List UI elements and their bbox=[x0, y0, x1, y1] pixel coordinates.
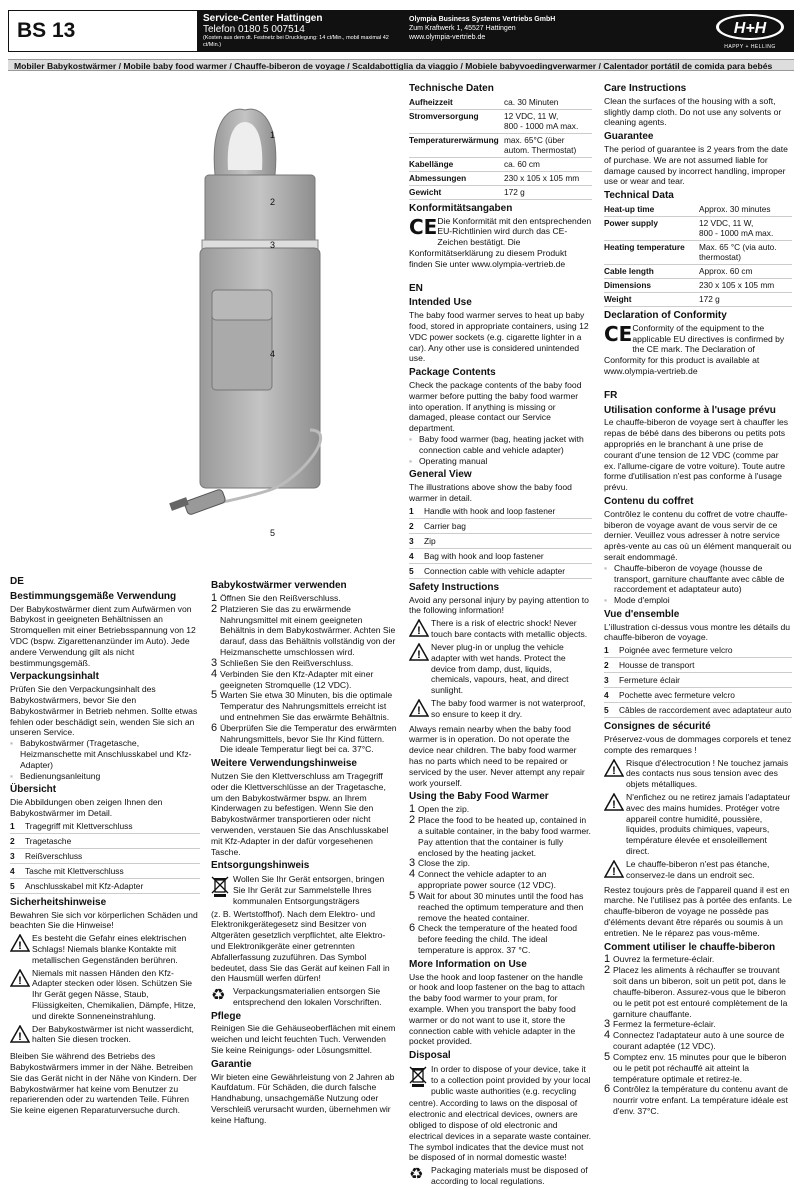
list-item: 5 Anschlusskabel mit Kfz-Adapter bbox=[10, 878, 200, 893]
lang-heading-de: DE bbox=[10, 576, 24, 587]
table-row: Dimensions 230 x 105 x 105 mm bbox=[604, 278, 792, 292]
table-row: Heat-up time Approx. 30 minutes bbox=[604, 203, 792, 217]
crossed-bin-icon bbox=[409, 1064, 431, 1096]
de-pack-text: Prüfen Sie den Verpackungsinhalt des Babykostwärmers, bevor Sie den Babykostwärmer in Betrieb nehmen. Sollte etwas fehlen oder beschädigt sein, wenden Sie sich an unseren Service. bbox=[10, 684, 198, 738]
fr-step-3: 3 Fermez la fermeture-éclair. bbox=[604, 1018, 716, 1031]
list-item: 3 Reißverschluss bbox=[10, 848, 200, 863]
de-step-6: 6 Überprüfen Sie die Temperatur des erwärmten Nahrungsmittels, bevor Sie Ihr Kind füttern. Die ideale Temperatur liegt bei ca. 37°C. bbox=[211, 721, 397, 755]
warning-triangle-icon bbox=[604, 758, 626, 790]
fr-safety-heading: Consignes de sécurité bbox=[604, 721, 711, 733]
en-warning-3: ! The baby food warmer is not waterproof, so ensure to keep it dry. bbox=[409, 698, 592, 720]
fr-pack-heading: Contenu du coffret bbox=[604, 495, 694, 507]
svg-text:!: ! bbox=[18, 940, 22, 953]
en-use-text: The baby food warmer serves to heat up baby food, stored in appropriate containers, using 12 VDC power sockets (e.g. cigarette lighter in a car). Any other use is considered unintended use. bbox=[409, 310, 589, 364]
fr-safety-text: Préservez-vous de dommages corporels et tenez compte des remarques ! bbox=[604, 734, 792, 755]
list-item: 4 Bag with hook and loop fastener bbox=[409, 548, 592, 563]
fr-warning-2: ! N'enfichez ou ne retirez jamais l'adaptateur avec des mains humides. Protéger votre appareil contre humidité, poussière, liquides, produits chimiques, vapeurs, température élevée et ensoleillement direct. bbox=[604, 792, 792, 857]
fr-parts-list bbox=[604, 643, 792, 718]
fr-view-text: L'illustration ci-dessus vous montre les détails du chauffe-biberon de voyage. bbox=[604, 621, 791, 643]
de-parts-list bbox=[10, 819, 200, 894]
header bbox=[8, 10, 794, 60]
en-disposal-heading: Disposal bbox=[409, 1050, 451, 1062]
de-use-heading: Bestimmungsgemäße Verwendung bbox=[10, 590, 177, 602]
list-item: 4 Pochette avec fermeture velcro bbox=[604, 688, 792, 703]
en-step-1: 1 Open the zip. bbox=[409, 803, 470, 816]
en-step-3: 3 Close the zip. bbox=[409, 857, 471, 870]
de-warning-2: ! Niemals mit nassen Händen den Kfz-Adapter stecken oder lösen. Schützen Sie Ihr Gerät gegen Nässe, Staub, Flüssigkeiten, Chemikalien, Dämpfe, Hitze, und direkte Sonneneinstrahlung. bbox=[10, 968, 200, 1022]
de-more-heading: Weitere Verwendungshinweise bbox=[211, 758, 357, 770]
de-conformity-text-2: Konformitätserklärung zu diesem Produkt finden Sie unter www.olympia-vertrieb.de bbox=[409, 247, 567, 269]
fr-step-2: 2 Placez les aliments à réchauffer se trouvant soit dans un biberon, soit un petit pot, dans le chauffe-biberon. Assurez-vous que le biberon ou le petit pot est entouré complètement de la garniture chauffante. bbox=[604, 964, 788, 1019]
list-item: 1 Tragegriff mit Klettverschluss bbox=[10, 819, 200, 834]
fr-column bbox=[604, 80, 792, 1117]
de-warning-1: ! Es besteht die Gefahr eines elektrischen Schlags! Niemals blanke Kontakte mit metallischen Gegenständen berühren. bbox=[10, 933, 200, 965]
warning-triangle-icon bbox=[409, 618, 431, 640]
de-warning-3: ! Der Babykostwärmer ist nicht wasserdicht, halten Sie diesen trocken. bbox=[10, 1024, 200, 1046]
list-item: 2 Housse de transport bbox=[604, 658, 792, 673]
en-conformity-heading: Declaration of Conformity bbox=[604, 309, 727, 321]
en-disposal-text-1: In order to dispose of your device, take it to a collection point provided by your local public waste authorities (e.g. recycling bbox=[431, 1064, 591, 1096]
logo-subtitle: HAPPY + HELLING bbox=[724, 44, 776, 50]
en-conformity-text-1: Conformity of the equipment to the applicable EU directives is confirmed by the CE mark. The Declaration of bbox=[632, 322, 785, 355]
lang-heading-fr: FR bbox=[604, 389, 618, 401]
callout-4: 4 bbox=[270, 349, 276, 359]
recycle-icon: ♻ bbox=[409, 1164, 424, 1184]
de-disposal-text-2: (z. B. Wertstoffhof). Nach dem Elektro- und Elektronikgerätegesetz sind Besitzer von Altgeräten gesetzlich verpflichtet, alte Elektro- und Elektronikgeräte einer getrennten Abfallerfassung zuzuführen. Das Symbol bedeutet, dass Sie das Gerät auf keinen Fall in den Hausmüll werfen dürfen! bbox=[211, 908, 390, 984]
de-disposal-text-1: Wollen Sie Ihr Gerät entsorgen, bringen Sie Ihr Gerät zur Sammelstelle Ihres kommunalen Entsorgungsträgers bbox=[233, 874, 385, 906]
company-box bbox=[403, 10, 706, 52]
de-view-heading: Übersicht bbox=[10, 784, 57, 796]
brand-logo bbox=[706, 10, 794, 52]
de-warranty-text: Wir bieten eine Gewährleistung von 2 Jahren ab Kaufdatum. Für Schäden, die durch falsche Handhabung, unsachgemäße Nutzung oder Verschleiß verursacht wurden, übernehmen wir keine Haftung. bbox=[211, 1071, 395, 1125]
fr-usage-heading: Comment utiliser le chauffe-biberon bbox=[604, 941, 776, 953]
de-safety-heading: Sicherheitshinweise bbox=[10, 896, 107, 908]
model-number: BS 13 bbox=[8, 10, 198, 52]
de-use-text: Der Babykostwärmer dient zum Aufwärmen von Babykost in geeigneten Behältnissen an Stromquellen mit einer Betriebsspannung von 12 VDC (bspw. Zigarettenanzünder im Auto). Jede andere Verwendung gilt als nicht bestimmungsgemäß. bbox=[10, 603, 196, 668]
en-parts-list bbox=[409, 504, 592, 579]
service-note: (Kosten aus dem dt. Festnetz bei Drucklegung: 14 ct/Min., mobil maximal 42 ct/Min.) bbox=[203, 35, 389, 48]
table-row: Kabellänge ca. 60 cm bbox=[409, 157, 592, 171]
en-warranty-text: The period of guarantee is 2 years from the date of purchase. We are not assumed liable for damage caused by incorrect handling, improper use or wear and tear. bbox=[604, 143, 788, 187]
company-name: Olympia Business Systems Vertriebs GmbH bbox=[409, 16, 556, 23]
fr-step-5: 5 Comptez env. 15 minutes pour que le biberon ou le petit pot réchauffé ait atteint la température optimale et retirez-le. bbox=[604, 1051, 787, 1084]
warning-triangle-icon bbox=[409, 698, 431, 720]
company-web: www.olympia-vertrieb.de bbox=[409, 34, 486, 41]
en-disposal-text-3: Packaging materials must be disposed of according to local regulations. bbox=[431, 1165, 588, 1186]
de-conformity-heading: Konformitätsangaben bbox=[409, 202, 513, 214]
ce-mark-icon: CE bbox=[604, 321, 633, 346]
en-more-heading: More Information on Use bbox=[409, 958, 527, 970]
table-row: Temperaturerwärmung max. 65°C (über autom. Thermostat) bbox=[409, 133, 592, 157]
en-tech-heading: Technical Data bbox=[604, 190, 674, 202]
de-tech-table bbox=[409, 96, 592, 200]
en-warranty-heading: Guarantee bbox=[604, 131, 654, 143]
svg-text:!: ! bbox=[417, 625, 421, 638]
en-step-2: 2 Place the food to be heated up, contained in a suitable container, in the baby food warmer. Pay attention that the container is fully enclosed by the heating jacket. bbox=[409, 814, 591, 858]
fr-warning-3: ! Le chauffe-biberon n'est pas étanche, conservez-le dans un endroit sec. bbox=[604, 859, 792, 881]
recycle-icon: ♻ bbox=[211, 985, 226, 1005]
list-item: 3 Zip bbox=[409, 533, 592, 548]
en-pack-text: Check the package contents of the baby food warmer before putting the baby food warmer into operation. If anything is missing or damaged, please contact our Service department. bbox=[409, 379, 582, 434]
callout-2: 2 bbox=[270, 197, 276, 207]
en-usage-heading: Using the Baby Food Warmer bbox=[409, 791, 549, 803]
de-safety-text: Bewahren Sie sich vor körperlichen Schäden und beachten Sie die Hinweise! bbox=[10, 909, 198, 931]
fr-pack-text: Contrôlez le contenu du coffret de votre chauffe-biberon de voyage avant de vous servir de ce dernier. Veuillez vous adresser à notre service après-vente au cas où un élément manquerait ou serait endommagé. bbox=[604, 508, 792, 562]
svg-text:!: ! bbox=[417, 648, 421, 661]
en-warning-1: ! There is a risk of electric shock! Never touch bare contacts with metallic objects. bbox=[409, 618, 592, 640]
de-care-heading: Pflege bbox=[211, 1010, 242, 1022]
warning-triangle-icon bbox=[604, 859, 626, 881]
en-pack-item: ▪ Baby food warmer (bag, heating jacket with connection cable and vehicle adapter) bbox=[409, 434, 592, 456]
callout-1: 1 bbox=[270, 130, 276, 140]
warning-triangle-icon bbox=[10, 1024, 32, 1046]
de-pack-heading: Verpackungsinhalt bbox=[10, 671, 99, 683]
de-pack-item: ▪ Babykostwärmer (Tragetasche, Heizmanschette mit Anschlusskabel und Kfz-Adapter) bbox=[10, 738, 200, 770]
de-step-1: 1 Öffnen Sie den Reißverschluss. bbox=[211, 591, 341, 604]
company-address: Zum Kraftwerk 1, 45527 Hattingen bbox=[409, 25, 516, 32]
en-use-heading: Intended Use bbox=[409, 297, 472, 309]
fr-pack-item: ▪ Mode d'emploi bbox=[604, 595, 792, 606]
de-disposal-heading: Entsorgungshinweis bbox=[211, 860, 310, 872]
table-row: Abmessungen 230 x 105 x 105 mm bbox=[409, 171, 592, 185]
en-disposal-text-2: centre). According to laws on the disposal of electronic and electrical devices, owners are obliged to dispose of old electronic and electrical devices in a separate waste container. The symbol indicates that the device must not be disposed of in normal domestic waste! bbox=[409, 1098, 591, 1163]
table-row: Aufheizzeit ca. 30 Minuten bbox=[409, 96, 592, 110]
de-safety-text-2: Bleiben Sie während des Betriebs des Babykostwärmers immer in der Nähe. Betreiben Sie das Gerät nicht in der Nähe von Kindern. Der Babykostwärmer hat keine vom Benutzer zu reparierenden oder zu wartenden Teile. Führen Sie keine eigenen Reparaturversuche durch. bbox=[10, 1051, 197, 1116]
en-warning-2: ! Never plug-in or unplug the vehicle adapter with wet hands. Protect the device from damp, dust, liquids, chemicals, vapours, heat, and direct sunlight. bbox=[409, 642, 592, 696]
ce-mark-icon: CE bbox=[409, 214, 438, 239]
en-view-heading: General View bbox=[409, 469, 472, 481]
fr-step-6: 6 Contrôlez la température du contenu avant de nourrir votre enfant. La température idéale est d'env. 37°C. bbox=[604, 1083, 788, 1116]
svg-text:!: ! bbox=[612, 865, 616, 878]
de-usage-heading: Babykostwärmer verwenden bbox=[211, 580, 347, 591]
table-row: Cable length Approx. 60 cm bbox=[604, 264, 792, 278]
warning-triangle-icon bbox=[10, 968, 32, 1022]
list-item: 5 Connection cable with vehicle adapter bbox=[409, 563, 592, 578]
en-column bbox=[409, 80, 592, 1189]
en-pack-item: ▪ Operating manual bbox=[409, 456, 592, 467]
service-center-box bbox=[198, 10, 403, 52]
de-view-text: Die Abbildungen oben zeigen Ihnen den Babykostwärmer im Detail. bbox=[10, 797, 163, 818]
en-more-text: Use the hook and loop fastener on the handle or hook and loop fastener on the bag to attach the baby food warmer to your pram, for example. When you transport the baby food warmer or do not want to use it, store the connection cable with vehicle adapter in the pocket provided. bbox=[409, 971, 585, 1047]
callout-5: 5 bbox=[270, 528, 276, 538]
svg-text:!: ! bbox=[612, 764, 616, 777]
crossed-bin-icon bbox=[211, 874, 233, 906]
list-item: 2 Tragetasche bbox=[10, 833, 200, 848]
en-safety-text: Avoid any personal injury by paying attention to the following information! bbox=[409, 594, 589, 616]
de-step-5: 5 Warten Sie etwa 30 Minuten, bis die optimale Temperatur des Nahrungsmittels erreicht ist und entnehmen Sie das erwärmte Behältnis. bbox=[211, 689, 393, 722]
fr-view-heading: Vue d'ensemble bbox=[604, 608, 680, 620]
fr-safety-text-2: Restez toujours près de l'appareil quand il est en marche. Ne l'utilisez pas à portée des enfants. Le chauffe-biberon de voyage ne possède pas d'éléments devant être réparés ou soumis à un entretien. Ne le réparez pas vous-même. bbox=[604, 884, 792, 938]
table-row: Power supply 12 VDC, 11 W, 800 - 1000 mA max. bbox=[604, 216, 792, 240]
fr-use-text: Le chauffe-biberon de voyage sert à chauffer les repas de bébé dans des biberons ou petits pots appropriés en le branchant à une prise de courant d'une tension de 12 VDC (comme par ex. l'allume-cigare de votre voiture). Toute autre forme d'utilisation n'est pas conforme à l'usage prévu. bbox=[604, 417, 789, 493]
fr-warning-1: ! Risque d'électrocution ! Ne touchez jamais des contacts nus sous tension avec des objets métalliques. bbox=[604, 758, 792, 790]
fr-step-1: 1 Ouvrez la fermeture-éclair. bbox=[604, 953, 715, 966]
svg-text:!: ! bbox=[612, 799, 616, 812]
fr-step-4: 4 Connectez l'adaptateur auto à une source de courant adaptée (12 VDC). bbox=[604, 1029, 785, 1052]
product-line-bar: Mobiler Babykostwärmer / Mobile baby food warmer / Chauffe-biberon de voyage / Scaldabottiglia da viaggio / Mobiele babyvoedingverwarmer / Calentador portátil de comida para bebés bbox=[8, 59, 794, 71]
de-column-2 bbox=[211, 577, 397, 1126]
warning-triangle-icon bbox=[604, 792, 626, 857]
fr-pack-item: ▪ Chauffe-biberon de voyage (housse de transport, garniture chauffante avec câble de raccordement et adaptateur auto) bbox=[604, 563, 792, 595]
en-care-text: Clean the surfaces of the housing with a soft, slightly damp cloth. Do not use any solvents or cleaning agents. bbox=[604, 95, 782, 128]
table-row: Gewicht 172 g bbox=[409, 185, 592, 199]
list-item: 2 Carrier bag bbox=[409, 518, 592, 533]
list-item: 3 Fermeture éclair bbox=[604, 673, 792, 688]
service-phone: Telefon 0180 5 007514 bbox=[203, 24, 305, 35]
svg-text:!: ! bbox=[18, 1030, 22, 1043]
fr-use-heading: Utilisation conforme à l'usage prévu bbox=[604, 404, 776, 416]
list-item: 5 Câbles de raccordement avec adaptateur auto bbox=[604, 703, 792, 718]
de-pack-item: ▪ Bedienungsanleitung bbox=[10, 771, 200, 782]
en-safety-heading: Safety Instructions bbox=[409, 581, 500, 593]
de-disposal-text-3: Verpackungsmaterialien entsorgen Sie entsprechend den lokalen Vorschriften. bbox=[233, 986, 382, 1007]
brand-logo-icon bbox=[714, 12, 786, 42]
list-item: 1 Poignée avec fermeture velcro bbox=[604, 643, 792, 658]
en-pack-heading: Package Contents bbox=[409, 367, 496, 379]
baby-food-warmer-illustration bbox=[150, 100, 400, 550]
de-care-text: Reinigen Sie die Gehäuseoberflächen mit einem weichen und leicht feuchten Tuch. Verwenden Sie keine Reinigungs- oder Lösungsmittel. bbox=[211, 1023, 396, 1056]
de-step-4: 4 Verbinden Sie den Kfz-Adapter mit einer geeigneten Stromquelle (12 VDC). bbox=[211, 667, 374, 690]
en-step-5: 5 Wait for about 30 minutes until the food has reached the optimum temperature and then remove the heated container. bbox=[409, 890, 584, 923]
en-care-heading: Care Instructions bbox=[604, 83, 687, 94]
de-tech-heading: Technische Daten bbox=[409, 83, 494, 94]
callout-3: 3 bbox=[270, 240, 276, 250]
de-column bbox=[10, 577, 200, 1116]
lang-heading-en: EN bbox=[409, 282, 423, 294]
en-step-4: 4 Connect the vehicle adapter to an appropriate power source (12 VDC). bbox=[409, 868, 557, 891]
warning-triangle-icon bbox=[10, 933, 32, 965]
table-row: Stromversorgung 12 VDC, 11 W, 800 - 1000 mA max. bbox=[409, 109, 592, 133]
de-conformity-text-1: Die Konformität mit den entsprechenden EU-Richtlinien wird durch das CE-Zeichen bestätigt. Die bbox=[437, 215, 592, 248]
de-step-2: 2 Platzieren Sie das zu erwärmende Nahrungsmittel mit einem geeigneten Behältnis in dem Babykostwärmer. Achten Sie darauf, dass das Behältnis vollständig von der Heizmanschette umschlossen wird. bbox=[211, 602, 396, 657]
list-item: 4 Tasche mit Klettverschluss bbox=[10, 863, 200, 878]
en-conformity-text-2: Conformity for this product is available at www.olympia-vertrieb.de bbox=[604, 355, 760, 376]
list-item: 1 Handle with hook and loop fastener bbox=[409, 504, 592, 519]
de-step-3: 3 Schließen Sie den Reißverschluss. bbox=[211, 656, 354, 669]
svg-text:H+H: H+H bbox=[733, 20, 767, 37]
en-view-text: The illustrations above show the baby food warmer in detail. bbox=[409, 482, 572, 503]
table-row: Weight 172 g bbox=[604, 292, 792, 306]
de-warranty-heading: Garantie bbox=[211, 1058, 252, 1070]
service-title: Service-Center Hattingen bbox=[203, 13, 323, 24]
en-step-6: 6 Check the temperature of the heated food before feeding the child. The ideal temperature is approx. 37 °C. bbox=[409, 922, 578, 956]
de-more-text: Nutzen Sie den Klettverschluss am Tragegriff oder die Klettverschlüsse an der Tragetasche, um den Babykostwärmer bspw. an Ihrem Kinderwagen zu befestigen. Wenn Sie den Babykostwärmer transportieren oder nicht verwenden, verstauen Sie das Anschlusskabel mit Kfz-Adapter in der dafür vorgesehenen Tasche. bbox=[211, 770, 389, 857]
svg-text:!: ! bbox=[417, 704, 421, 717]
table-row: Heating temperature Max. 65 °C (via auto. thermostat) bbox=[604, 240, 792, 264]
en-tech-table bbox=[604, 203, 792, 307]
svg-text:!: ! bbox=[18, 974, 22, 987]
warning-triangle-icon bbox=[409, 642, 431, 696]
en-safety-text-2: Always remain nearby when the baby food warmer is in operation. Do not operate the device near children. The baby food warmer has no parts which need to be repaired or serviced by the user. Never attempt any repair work yourself. bbox=[409, 723, 585, 788]
